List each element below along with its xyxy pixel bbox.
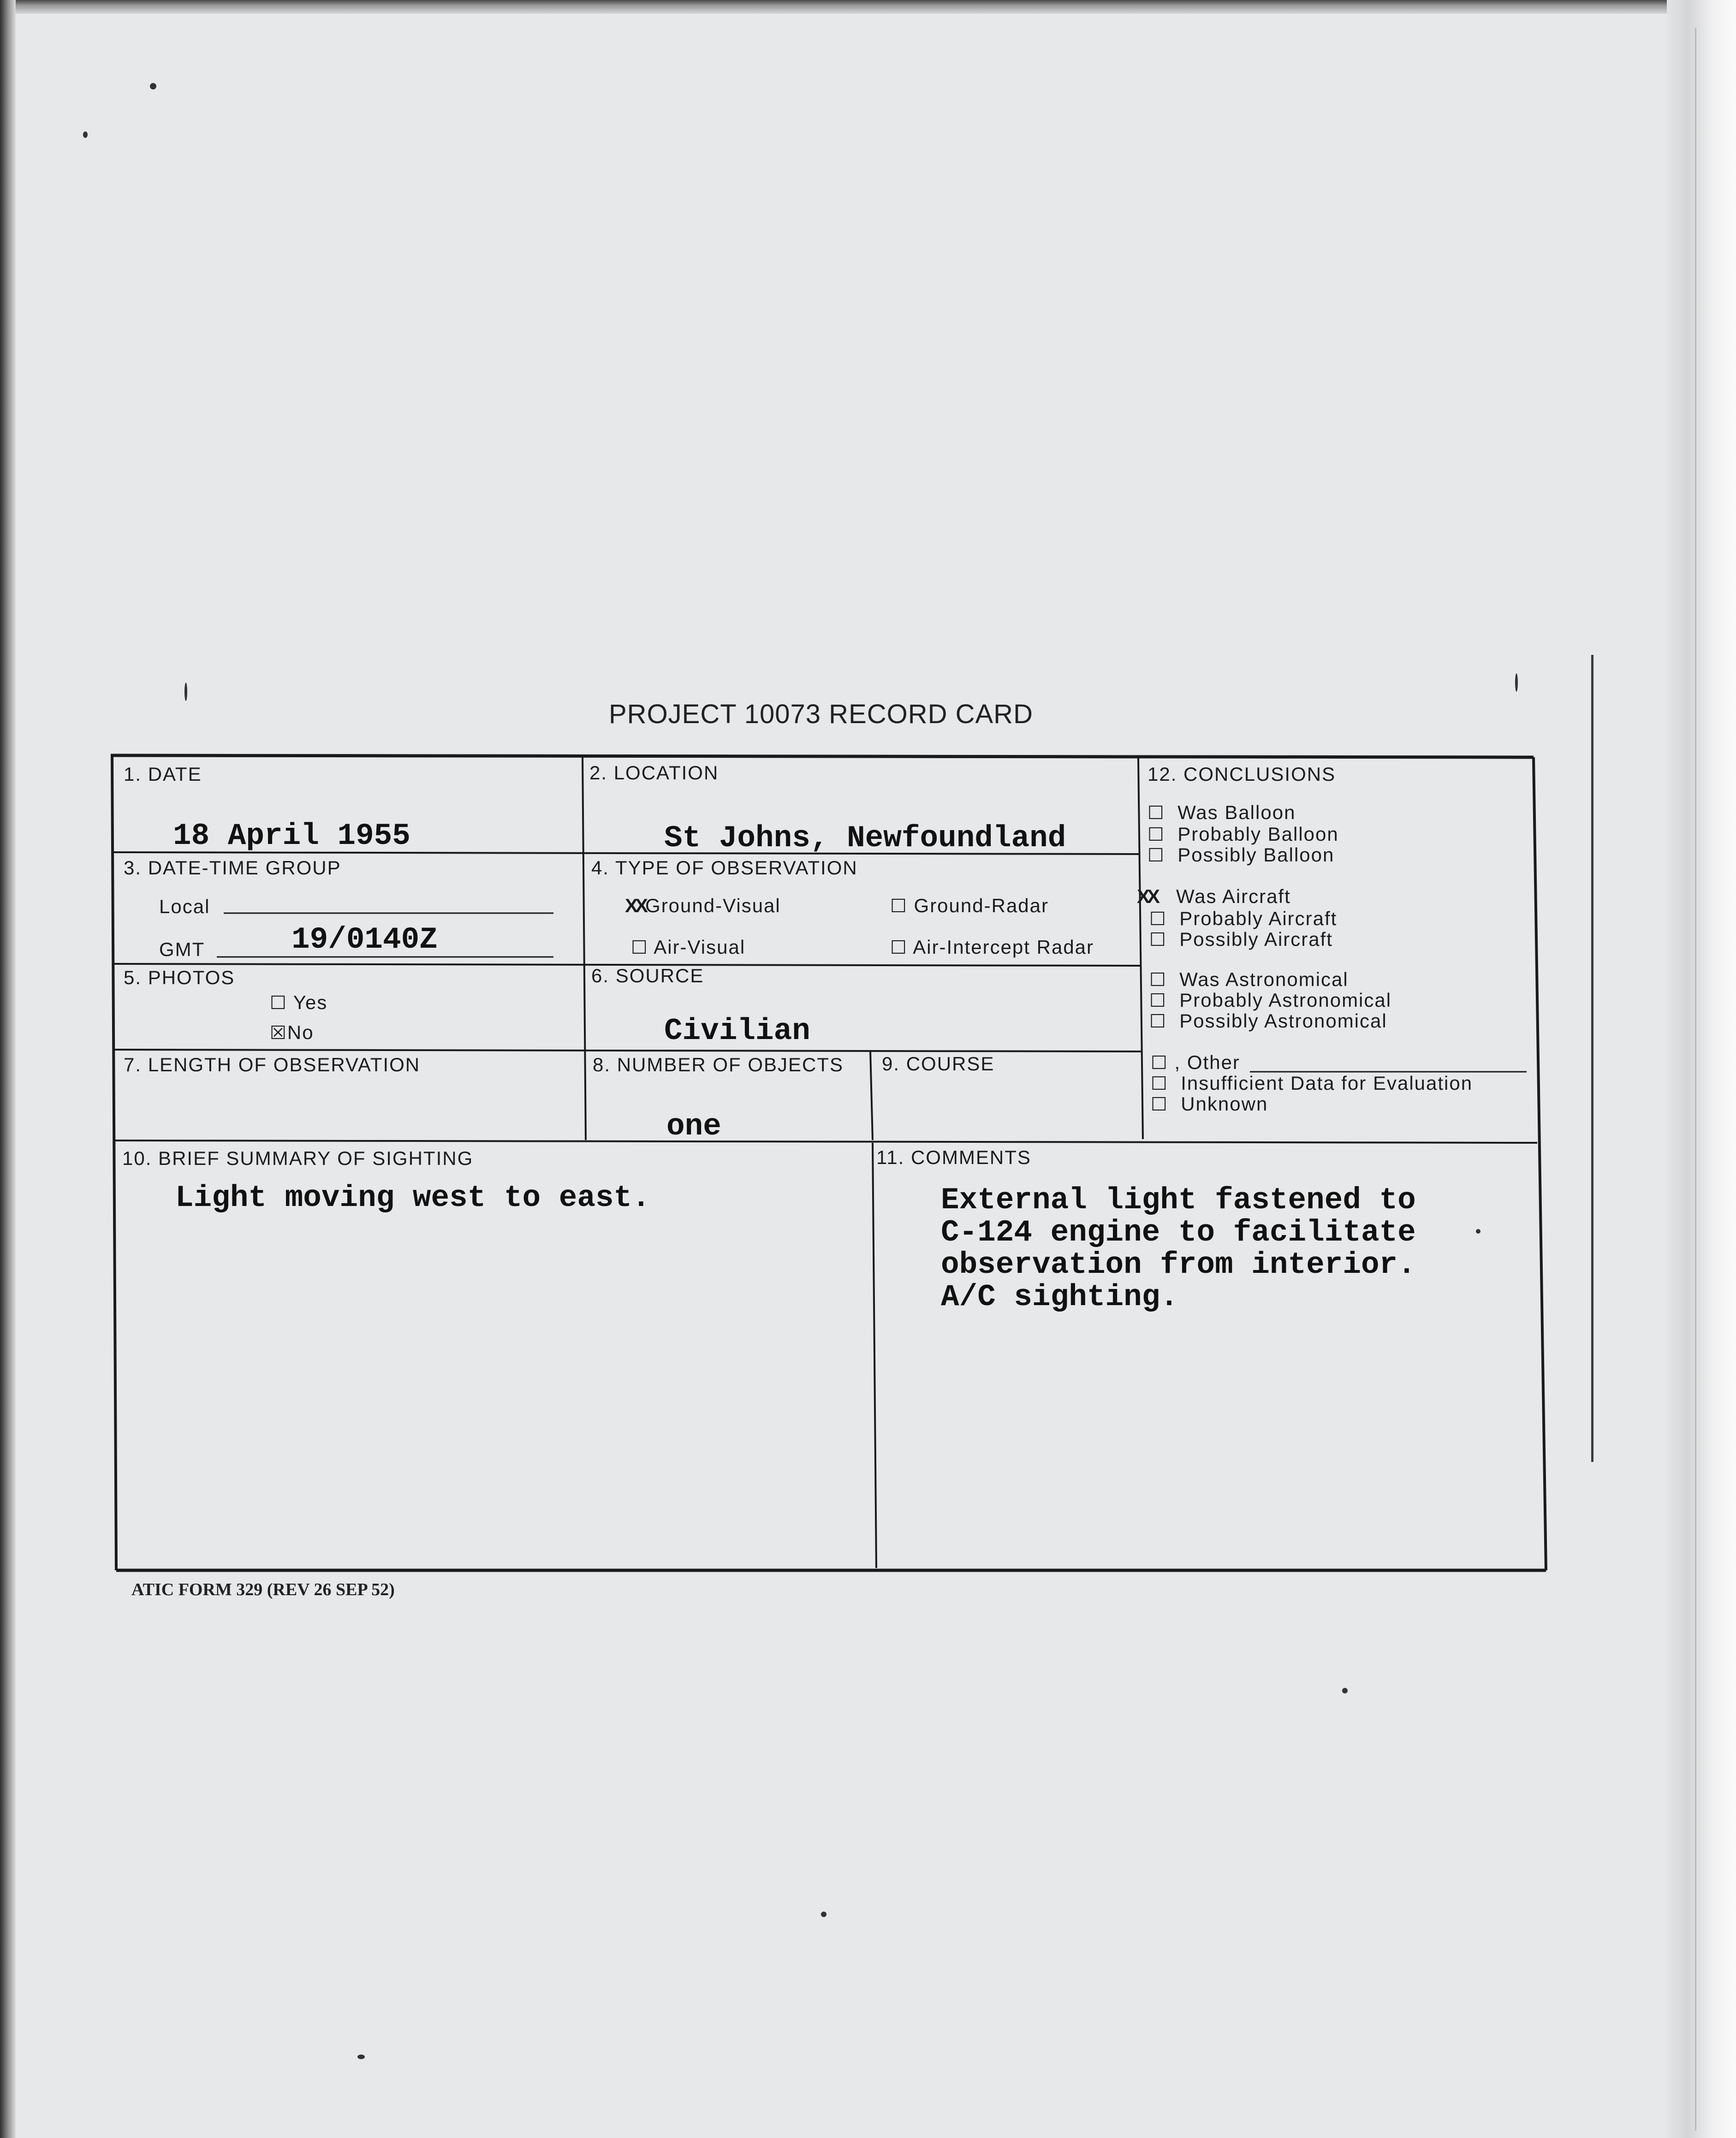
- option-label: Insufficient Data for Evaluation: [1181, 1072, 1473, 1094]
- checkbox-photos-no[interactable]: [270, 1021, 314, 1044]
- page-edge-right: [1667, 0, 1736, 2138]
- option-label: Possibly Astronomical: [1179, 1010, 1387, 1032]
- checkbox-icon: ☐: [1147, 803, 1165, 823]
- checkbox-air-visual[interactable]: [631, 936, 745, 958]
- checkbox-probably-astronomical[interactable]: [1149, 989, 1391, 1011]
- brief-summary-value: Light moving west to east.: [175, 1181, 650, 1215]
- page-edge-top: [0, 0, 1736, 14]
- checkbox-icon: ☐: [1151, 1053, 1168, 1073]
- dust-speck: [357, 2055, 365, 2059]
- form-number: ATIC FORM 329 (REV 26 SEP 52): [131, 1580, 395, 1599]
- scan-line: [1591, 655, 1593, 1462]
- checkbox-was-balloon[interactable]: [1147, 802, 1296, 824]
- checkbox-icon: ☐: [1149, 970, 1167, 990]
- option-label: Probably Aircraft: [1179, 908, 1338, 929]
- source-label: 6. SOURCE: [591, 965, 704, 986]
- checkbox-possibly-balloon[interactable]: [1147, 844, 1334, 866]
- comment-line: A/C sighting.: [941, 1280, 1178, 1314]
- comment-line: External light fastened to: [941, 1183, 1416, 1217]
- page-edge-line: [1695, 28, 1696, 2131]
- checkbox-icon: ☐: [890, 938, 908, 958]
- checkbox-icon: ☐: [1147, 845, 1165, 866]
- option-label: Ground-Visual: [645, 895, 781, 916]
- comment-line: C-124 engine to facilitate: [941, 1215, 1416, 1250]
- checkbox-insufficient-data[interactable]: [1151, 1072, 1473, 1094]
- checkbox-ground-radar[interactable]: [890, 895, 1049, 917]
- gmt-label: GMT: [159, 938, 205, 960]
- length-of-observation-label: 7. LENGTH OF OBSERVATION: [124, 1054, 421, 1075]
- checkbox-icon: ☐: [1149, 1011, 1167, 1032]
- checkbox-possibly-astronomical[interactable]: [1149, 1010, 1387, 1032]
- dust-speck: [1476, 1229, 1480, 1234]
- date-label: 1. DATE: [124, 763, 202, 785]
- checkbox-icon: ☐: [1151, 1074, 1168, 1094]
- local-time-label: Local: [159, 896, 210, 917]
- checkbox-was-astronomical[interactable]: [1149, 968, 1349, 991]
- checkbox-other[interactable]: ☐ , Other: [1151, 1051, 1240, 1073]
- location-value: St Johns, Newfoundland: [664, 821, 1066, 855]
- checkbox-probably-aircraft[interactable]: [1149, 908, 1337, 930]
- checkbox-probably-balloon[interactable]: [1147, 823, 1339, 845]
- dust-speck: [83, 131, 88, 138]
- option-label: Was Aircraft: [1176, 885, 1291, 907]
- option-label: Yes: [293, 992, 328, 1013]
- checkbox-icon: ☐: [890, 896, 908, 916]
- option-label: Unknown: [1181, 1093, 1268, 1115]
- checkbox-photos-yes[interactable]: [270, 992, 327, 1014]
- checkbox-icon: ☐: [1149, 930, 1167, 950]
- dust-speck: [1342, 1688, 1348, 1693]
- option-label: Was Balloon: [1177, 802, 1296, 823]
- comment-line: observation from interior.: [941, 1247, 1416, 1282]
- page-edge-left: [0, 0, 16, 2138]
- option-label: Ground-Radar: [914, 895, 1049, 916]
- dust-speck: [150, 83, 156, 89]
- checked-box-icon: ☒: [270, 1023, 287, 1043]
- checkbox-icon: ☐: [270, 993, 287, 1013]
- option-label: Was Astronomical: [1179, 968, 1349, 990]
- option-label: Other: [1187, 1051, 1240, 1073]
- option-label: Possibly Balloon: [1177, 844, 1335, 866]
- checkbox-possibly-aircraft[interactable]: [1149, 928, 1333, 950]
- option-label: Air-Visual: [654, 936, 746, 958]
- checkbox-icon: ☐: [1149, 991, 1167, 1011]
- photos-label: 5. PHOTOS: [124, 967, 235, 988]
- checkbox-icon: ☐: [631, 938, 648, 958]
- checkbox-icon: ☐: [1151, 1094, 1168, 1115]
- checkbox-icon: ☐: [1147, 825, 1165, 845]
- date-value: 18 April 1955: [173, 819, 410, 853]
- option-label: Probably Balloon: [1177, 823, 1339, 845]
- option-label: Probably Astronomical: [1179, 989, 1392, 1011]
- checkbox-air-intercept-radar[interactable]: [890, 936, 1094, 958]
- checkbox-was-aircraft[interactable]: [1137, 885, 1291, 908]
- date-time-group-label: 3. DATE-TIME GROUP: [124, 857, 341, 879]
- conclusions-label: 12. CONCLUSIONS: [1147, 763, 1336, 785]
- card-title: PROJECT 10073 RECORD CARD: [609, 699, 1033, 729]
- brief-summary-label: 10. BRIEF SUMMARY OF SIGHTING: [122, 1147, 474, 1169]
- checkbox-unknown[interactable]: [1151, 1093, 1268, 1115]
- checkbox-ground-visual[interactable]: [625, 895, 781, 917]
- dust-speck: [821, 1912, 826, 1917]
- dust-speck: [1515, 673, 1518, 692]
- option-label: Possibly Aircraft: [1179, 928, 1333, 950]
- gmt-value: 19/0140Z: [291, 922, 438, 957]
- dust-speck: [184, 683, 187, 701]
- course-label: 9. COURSE: [882, 1053, 995, 1075]
- option-label: No: [287, 1021, 314, 1043]
- location-label: 2. LOCATION: [589, 762, 719, 784]
- option-label: Air-Intercept Radar: [913, 936, 1094, 958]
- source-value: Civilian: [664, 1014, 810, 1048]
- checked-mark: XX: [1137, 885, 1158, 907]
- checkbox-icon: ☐: [1149, 909, 1167, 929]
- number-of-objects-label: 8. NUMBER OF OBJECTS: [593, 1054, 844, 1075]
- type-of-observation-label: 4. TYPE OF OBSERVATION: [591, 857, 858, 879]
- number-of-objects-value: one: [666, 1109, 721, 1144]
- comments-label: 11. COMMENTS: [876, 1146, 1031, 1168]
- checked-mark: XX: [625, 895, 646, 916]
